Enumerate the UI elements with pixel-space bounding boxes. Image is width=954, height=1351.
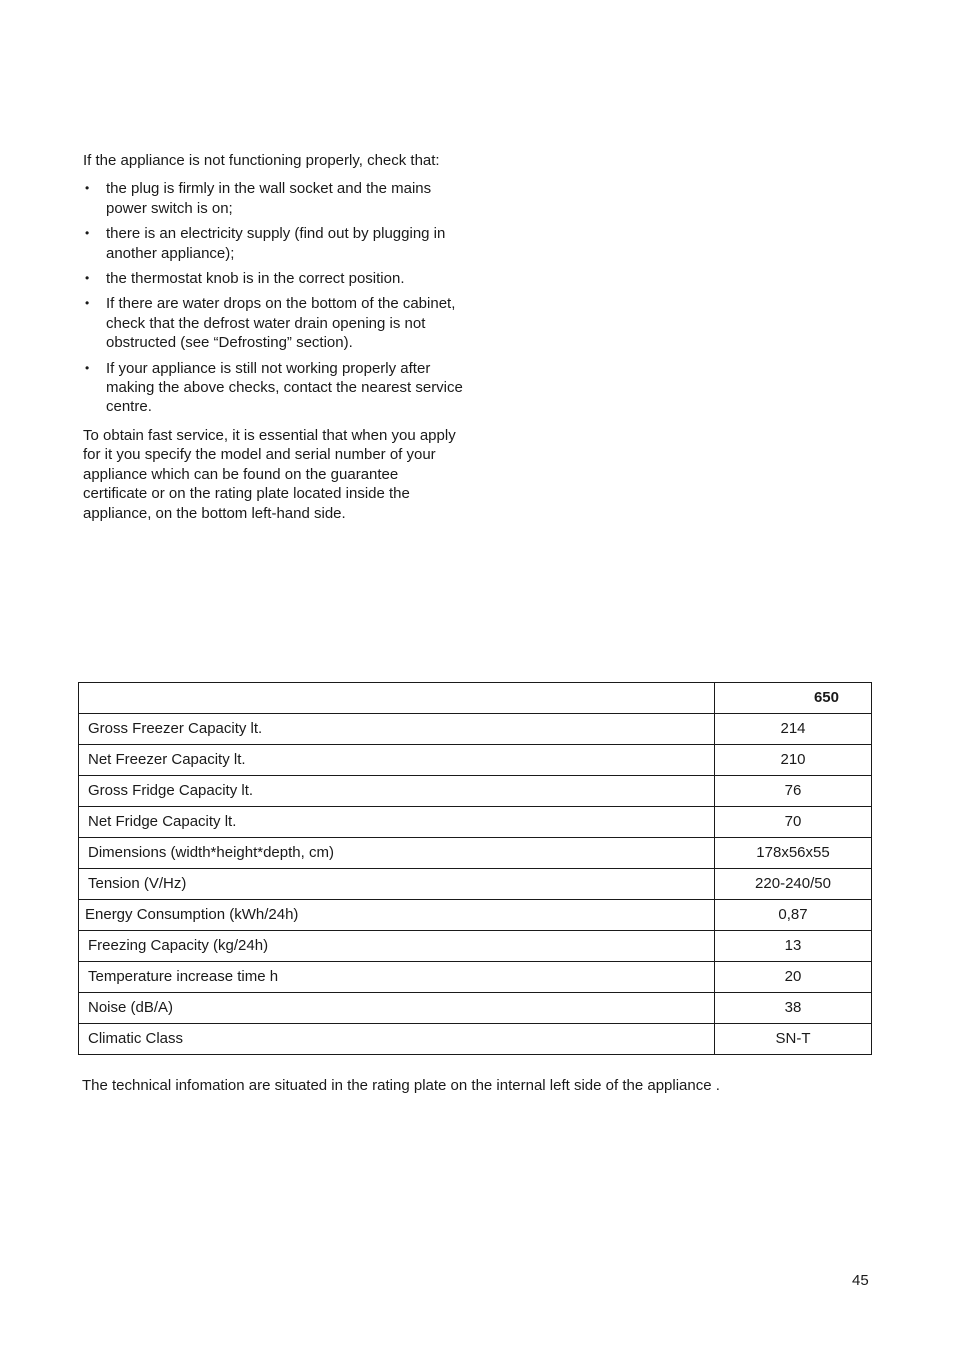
model-number: 650 xyxy=(715,683,872,714)
table-row xyxy=(79,745,872,776)
spec-value: 220-240/50 xyxy=(715,869,872,900)
table-row xyxy=(79,838,872,869)
bullet-icon: • xyxy=(85,181,90,196)
footnote: The technical infomation are situated in the rating plate on the internal left side of the appliance . xyxy=(82,1077,720,1094)
troubleshooting-section xyxy=(83,151,463,523)
list-item xyxy=(83,294,463,352)
list-item xyxy=(83,224,463,263)
list-item xyxy=(83,179,463,218)
table-row xyxy=(79,776,872,807)
check-text: the thermostat knob is in the correct position. xyxy=(106,270,405,288)
spec-label: Gross Freezer Capacity lt. xyxy=(79,714,715,745)
technical-data-table xyxy=(78,682,872,1055)
table-row xyxy=(79,931,872,962)
header-label-cell xyxy=(79,683,715,714)
spec-label: Temperature increase time h xyxy=(79,962,715,993)
table-row xyxy=(79,962,872,993)
spec-label: Gross Fridge Capacity lt. xyxy=(79,776,715,807)
table-row xyxy=(79,1024,872,1055)
checklist xyxy=(83,179,463,416)
check-text: the plug is firmly in the wall socket and the mains power switch is on; xyxy=(106,180,432,217)
bullet-icon: • xyxy=(85,360,90,375)
spec-value: 0,87 xyxy=(715,900,872,931)
table-row xyxy=(79,869,872,900)
check-text: there is an electricity supply (find out by plugging in another appliance); xyxy=(106,225,446,262)
spec-label: Net Freezer Capacity lt. xyxy=(79,745,715,776)
spec-label: Noise (dB/A) xyxy=(79,993,715,1024)
bullet-icon: • xyxy=(85,226,90,241)
page-number: 45 xyxy=(852,1272,869,1289)
list-item xyxy=(83,269,463,288)
table-row xyxy=(79,900,872,931)
service-paragraph: To obtain fast service, it is essential that when you apply for it you specify the model and serial number of your appliance which can be found on the guarantee certificate or on the rating plate located inside the appliance, on the bottom left-hand side. xyxy=(83,426,456,522)
check-text: If there are water drops on the bottom of the cabinet, check that the defrost water drain opening is not obstructed (see “Defrosting” section). xyxy=(106,295,456,352)
table-header-row xyxy=(79,683,872,714)
spec-value: 20 xyxy=(715,962,872,993)
table-row xyxy=(79,714,872,745)
spec-label: Net Fridge Capacity lt. xyxy=(79,807,715,838)
troubleshooting-intro: If the appliance is not functioning properly, check that: xyxy=(83,152,440,169)
spec-value: SN-T xyxy=(715,1024,872,1055)
check-text: If your appliance is still not working properly after making the above checks, contact the nearest service centre. xyxy=(106,359,463,416)
spec-value: 38 xyxy=(715,993,872,1024)
bullet-icon: • xyxy=(85,296,90,311)
table-row xyxy=(79,993,872,1024)
spec-value: 13 xyxy=(715,931,872,962)
spec-label: Tension (V/Hz) xyxy=(79,869,715,900)
spec-value: 178x56x55 xyxy=(715,838,872,869)
spec-value: 70 xyxy=(715,807,872,838)
bullet-icon: • xyxy=(85,271,90,286)
spec-value: 210 xyxy=(715,745,872,776)
spec-label: Freezing Capacity (kg/24h) xyxy=(79,931,715,962)
spec-value: 76 xyxy=(715,776,872,807)
list-item xyxy=(83,359,463,417)
spec-value: 214 xyxy=(715,714,872,745)
spec-label: Energy Consumption (kWh/24h) xyxy=(79,900,715,931)
spec-label: Dimensions (width*height*depth, cm) xyxy=(79,838,715,869)
spec-label: Climatic Class xyxy=(79,1024,715,1055)
table-row xyxy=(79,807,872,838)
